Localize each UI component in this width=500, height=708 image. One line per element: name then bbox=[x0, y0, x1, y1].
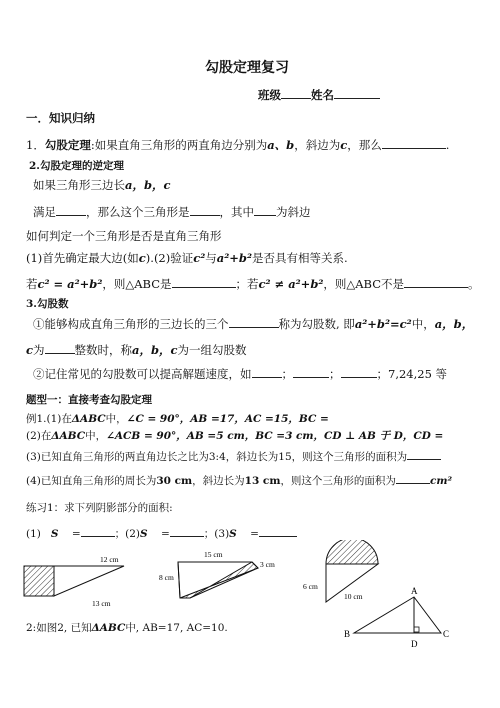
figure2-shaded-strip bbox=[180, 562, 258, 598]
item3-blank5[interactable] bbox=[341, 367, 377, 378]
item2-line2: 满足 ，那么这个三角形是 ，其中 为斜边 bbox=[33, 205, 311, 219]
name-label: 姓名 bbox=[311, 88, 334, 102]
q2-triangle bbox=[354, 597, 441, 633]
item2-blank2[interactable] bbox=[190, 205, 220, 216]
figure1-shaded-square bbox=[24, 566, 54, 596]
q2-label-D: D bbox=[411, 639, 418, 649]
figure2-label-right: 3 cm bbox=[260, 560, 275, 569]
page-title: 勾股定理复习 bbox=[205, 60, 289, 76]
figure3-label-left: 6 cm bbox=[303, 582, 318, 591]
practice1-heading: 练习1：求下列阴影部分的面积: bbox=[26, 502, 173, 514]
class-blank[interactable] bbox=[281, 88, 311, 99]
item3-blank3[interactable] bbox=[252, 367, 282, 378]
figure1-label-bottom: 13 cm bbox=[92, 599, 111, 608]
section1-heading: 一．知识归纳 bbox=[26, 111, 95, 125]
practice1-blank1[interactable] bbox=[81, 526, 115, 537]
item3-line2: c为 整数时，称a，b，c为一组勾股数 bbox=[26, 343, 247, 357]
figure3 bbox=[303, 540, 378, 602]
example1-line1: 例1.(1)在ΔABC中，∠C = 90°，AB =17，AC =15，BC = bbox=[26, 413, 329, 425]
q2-label-C: C bbox=[443, 629, 450, 639]
item1-blank[interactable] bbox=[382, 138, 446, 149]
q2-label-B: B bbox=[344, 629, 351, 639]
q2-right-angle-mark bbox=[414, 627, 419, 632]
class-label: 班级 bbox=[258, 88, 281, 102]
judge-step1: (1)首先确定最大边(如c).(2)验证c²与a²+b²是否具有相等关系. bbox=[26, 251, 348, 265]
student-info bbox=[258, 87, 380, 103]
judge-blank2[interactable] bbox=[404, 277, 468, 288]
example1-line2: (2)在ΔABC中，∠ACB = 90°，AB =5 cm，BC =3 cm，CD ⊥ AB 于 D，CD = bbox=[26, 430, 444, 442]
item1-line: 1．勾股定理:如果直角三角形的两直角边分别为a、b，斜边为c，那么 . bbox=[26, 138, 450, 152]
item3-line1: ①能够构成直角三角形的三边长的三个 称为勾股数, 即a²+b²=c²中，a，b， bbox=[33, 317, 474, 331]
question2-line: 2:如图2, 已知ΔABC中, AB=17, AC=10. bbox=[26, 622, 228, 634]
judge-line: 若c² = a²+b²，则△ABC是 ；若c² ≠ a²+b²，则△ABC不是 。 bbox=[26, 277, 480, 291]
figure2-label-top: 15 cm bbox=[204, 550, 223, 559]
figure3-label-right: 10 cm bbox=[344, 592, 363, 601]
figure1-triangle bbox=[54, 566, 124, 596]
item1-label: 勾股定理 bbox=[44, 138, 91, 152]
item2-blank1[interactable] bbox=[56, 205, 86, 216]
item3-line3: ②记住常见的勾股数可以提高解题速度，如 ； ； ；7,24,25 等 bbox=[33, 367, 448, 381]
practice1-blank3[interactable] bbox=[259, 526, 297, 537]
name-blank[interactable] bbox=[334, 88, 380, 99]
item3-blank4[interactable] bbox=[293, 367, 329, 378]
item3-heading: 3.勾股数 bbox=[26, 298, 69, 310]
example1-blank3[interactable] bbox=[407, 449, 441, 460]
figure1 bbox=[24, 555, 124, 608]
figure2-label-left: 8 cm bbox=[159, 573, 174, 582]
example1-line4: (4)已知直角三角形的周长为30 cm，斜边长为13 cm，则这个三角形的面积为 cm² bbox=[26, 475, 453, 487]
practice1-blank2[interactable] bbox=[170, 526, 204, 537]
topic1-heading: 题型一：直接考查勾股定理 bbox=[26, 394, 152, 406]
judge-blank1[interactable] bbox=[172, 277, 236, 288]
figure2 bbox=[159, 550, 275, 598]
figure3-semicircle bbox=[326, 540, 378, 564]
practice1-answers: (1) S = ；(2)S = ；(3)S = bbox=[26, 526, 297, 541]
example1-blank4[interactable] bbox=[396, 473, 430, 484]
figure1-label-top: 12 cm bbox=[100, 555, 119, 564]
judge-heading: 如何判定一个三角形是否是直角三角形 bbox=[26, 229, 222, 243]
item3-blank1[interactable] bbox=[229, 317, 279, 328]
example1-line3: (3)已知直角三角形的两直角边长之比为3:4，斜边长为15，则这个三角形的面积为 bbox=[26, 449, 441, 464]
q2-label-A: A bbox=[411, 586, 418, 596]
item3-blank2[interactable] bbox=[45, 343, 75, 354]
item2-line1: 如果三角形三边长a，b，c bbox=[33, 178, 171, 192]
item2-heading: 2.勾股定理的逆定理 bbox=[29, 160, 124, 172]
item2-blank3[interactable] bbox=[254, 205, 276, 216]
